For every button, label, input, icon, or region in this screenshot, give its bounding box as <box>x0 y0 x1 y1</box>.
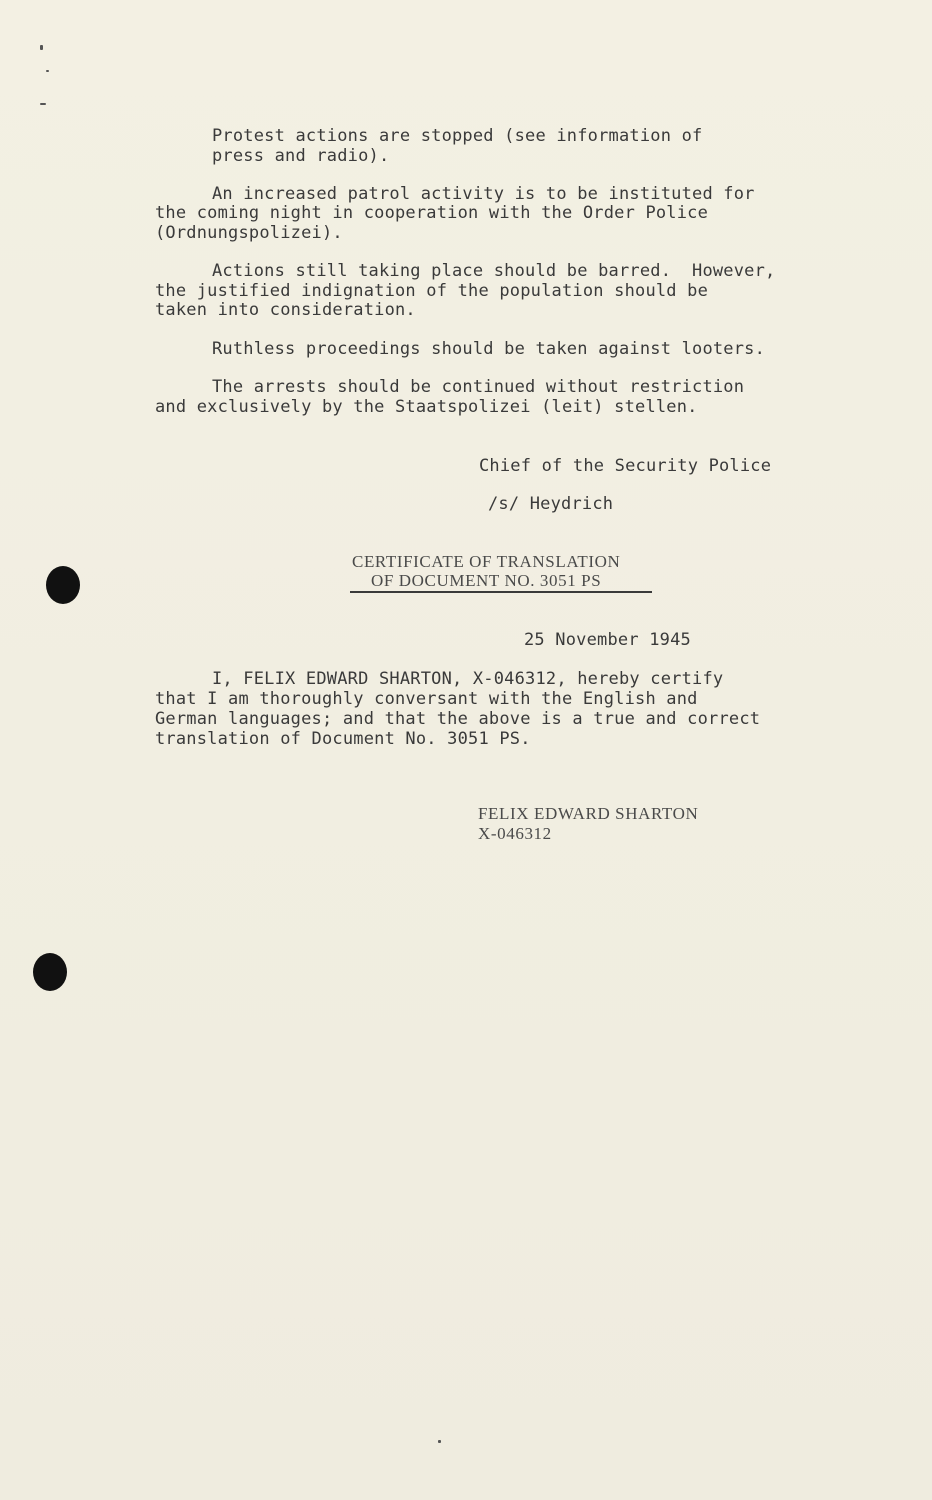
paragraph-2-line-2: the coming night in cooperation with the Order Police <box>155 203 709 223</box>
certificate-heading-line-2: OF DOCUMENT NO. 3051 PS <box>371 571 602 590</box>
certificate-body-line-4: translation of Document No. 3051 PS. <box>155 729 531 749</box>
margin-speck <box>40 103 46 105</box>
paragraph-5-line-2: and exclusively by the Staatspolizei (leit) stellen. <box>155 397 698 417</box>
signer-id: X-046312 <box>478 824 552 843</box>
paragraph-3-line-2: the justified indignation of the population should be <box>155 281 709 301</box>
paragraph-1-line-1: Protest actions are stopped (see information of <box>212 126 703 146</box>
paragraph-4-line-1: Ruthless proceedings should be taken against looters. <box>212 339 766 359</box>
paragraph-2-line-1: An increased patrol activity is to be instituted for <box>212 184 755 204</box>
signature-title: Chief of the Security Police <box>479 456 772 476</box>
punch-hole-upper <box>46 566 80 604</box>
paragraph-3-line-1: Actions still taking place should be barred. However, <box>212 261 776 281</box>
certificate-heading-underline <box>350 591 652 593</box>
paragraph-5-line-1: The arrests should be continued without restriction <box>212 377 745 397</box>
punch-hole-lower <box>33 953 67 991</box>
certificate-body-line-3: German languages; and that the above is a true and correct <box>155 709 761 729</box>
paragraph-1-line-2: press and radio). <box>212 146 390 166</box>
signer-name: FELIX EDWARD SHARTON <box>478 804 699 823</box>
margin-speck <box>46 70 49 72</box>
paragraph-2-line-3: (Ordnungspolizei). <box>155 223 343 243</box>
bottom-speck <box>438 1440 441 1443</box>
certificate-body-line-1: I, FELIX EDWARD SHARTON, X-046312, hereby certify <box>212 669 724 689</box>
paragraph-3-line-3: taken into consideration. <box>155 300 416 320</box>
certificate-date: 25 November 1945 <box>524 630 691 650</box>
certificate-body-line-2: that I am thoroughly conversant with the English and <box>155 689 698 709</box>
signature-name: /s/ Heydrich <box>488 494 614 514</box>
certificate-heading-line-1: CERTIFICATE OF TRANSLATION <box>352 552 621 571</box>
margin-speck <box>40 45 43 50</box>
